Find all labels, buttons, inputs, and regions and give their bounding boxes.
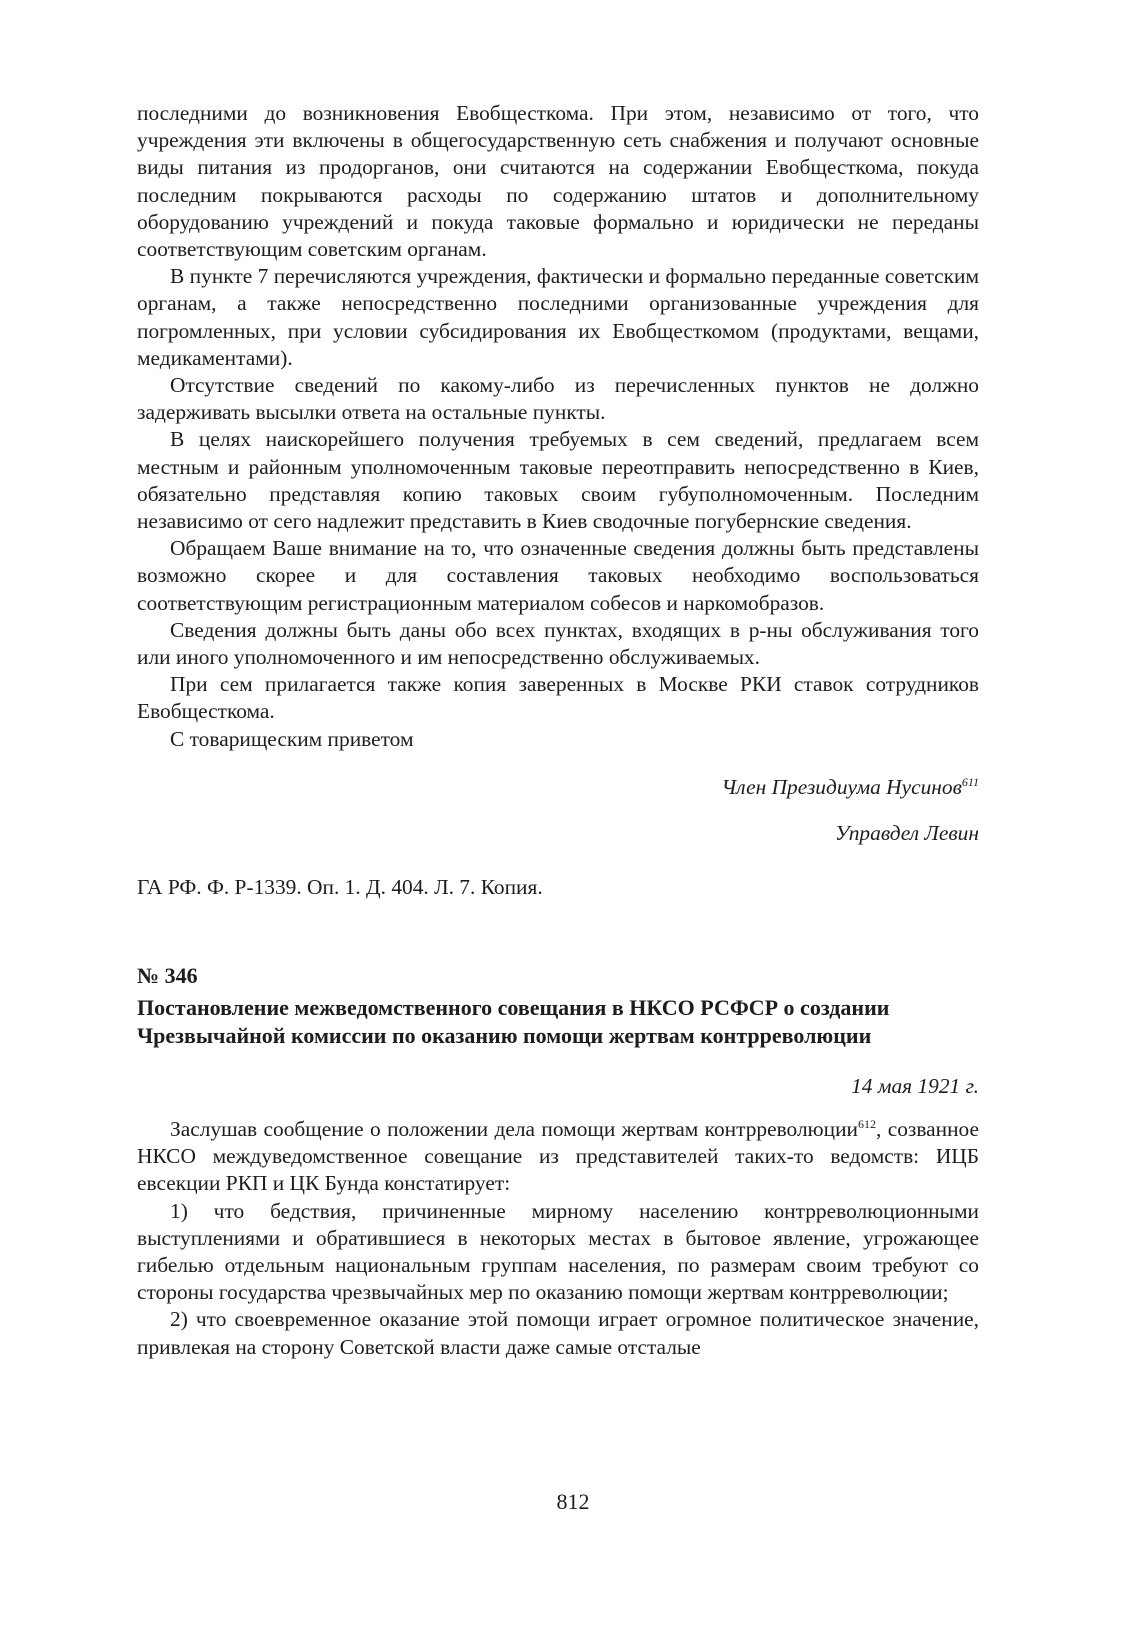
footnote-marker[interactable]: 611 <box>961 774 979 789</box>
paragraph: Сведения должны быть даны обо всех пунктах, входящих в р-ны обслуживания того или иного уполномоченного и им непосредственно обслуживаемых. <box>137 617 979 670</box>
paragraph: Обращаем Ваше внимание на то, что означенные сведения должны быть представлены возможно скорее и для составления таковых необходимо воспользоваться соответствующим регистрационным материалом собесов и наркомобразов. <box>137 536 979 615</box>
closing-salutation: С товарищеским приветом <box>170 726 414 751</box>
document-title: Постановление межведомственного совещания в НКСО РСФСР о создании Чрезвычайной комиссии по оказанию помощи жертвам контрреволюции <box>137 994 890 1048</box>
intro-text-continued: , созванное НКСО междуведомственное совещание из представителей таких-то ведомств: ИЦБ евсекции РКП и ЦК Бунда констатирует: <box>137 1116 979 1196</box>
document-body <box>137 1116 979 1361</box>
paragraph: В пункте 7 перечисляются учреждения, фактически и формально переданные советским органам, а также непосредственно последними организованные учреждения для погромленных, при условии субсидирования их Евобщесткомом (продуктами, вещами, медикаментами). <box>137 264 979 370</box>
paragraph: Отсутствие сведений по какому-либо из перечисленных пунктов не должно задерживать высылки ответа на остальные пункты. <box>137 373 979 425</box>
numbered-point: 1) что бедствия, причиненные мирному населению контрреволюционными выступлениями и обратившиеся в некоторых местах в бытовое явление, угрожающее гибелью отдельным национальным группам населения, по размерам своим требуют со стороны государства чрезвычайных мер по оказанию помощи жертвам контрреволюции; <box>137 1198 979 1305</box>
page-number: 812 <box>556 1489 590 1514</box>
signature-text: Член Президиума Нусинов <box>721 774 962 799</box>
document-date: 14 мая 1921 г. <box>851 1073 979 1098</box>
document-number: № 346 <box>137 963 198 989</box>
paragraph: В целях наискорейшего получения требуемых в сем сведений, предлагаем всем местным и районным уполномоченным таковые переотправить непосредственно в Киев, обязательно представляя копию таковых своим губуполномоченным. Последним независимо от сего надлежит представить в Киев сводочные погубернские сведения. <box>137 427 979 534</box>
intro-text: Заслушав сообщение о положении дела помощи жертвам контрреволюции <box>170 1116 858 1141</box>
previous-document-continuation <box>137 100 979 753</box>
intro-paragraph <box>137 1116 979 1198</box>
book-page <box>137 100 979 1361</box>
paragraph: При сем прилагается также копия заверенных в Москве РКИ ставок сотрудников Евобщесткома. <box>137 672 979 724</box>
signature-presidium-member <box>137 774 979 801</box>
signature-administrator <box>137 820 979 847</box>
footnote-marker[interactable]: 612 <box>857 1116 876 1131</box>
archive-reference: ГА РФ. Ф. Р-1339. Оп. 1. Д. 404. Л. 7. Копия. <box>137 875 543 900</box>
signature-text: Управдел Левин <box>834 821 979 846</box>
numbered-point: 2) что своевременное оказание этой помощи играет огромное политическое значение, привлекая на сторону Советской власти даже самые отсталые <box>137 1307 979 1359</box>
paragraph: последними до возникновения Евобщесткома. При этом, независимо от того, что учреждения эти включены в общегосударственную сеть снабжения и получают основные виды питания из продорганов, они считаются на содержании Евобщесткома, покуда последним покрываются расходы по содержанию штатов и дополнительному оборудованию учреждений и покуда таковые формально и юридически не переданы соответствующим советским органам. <box>137 101 979 262</box>
